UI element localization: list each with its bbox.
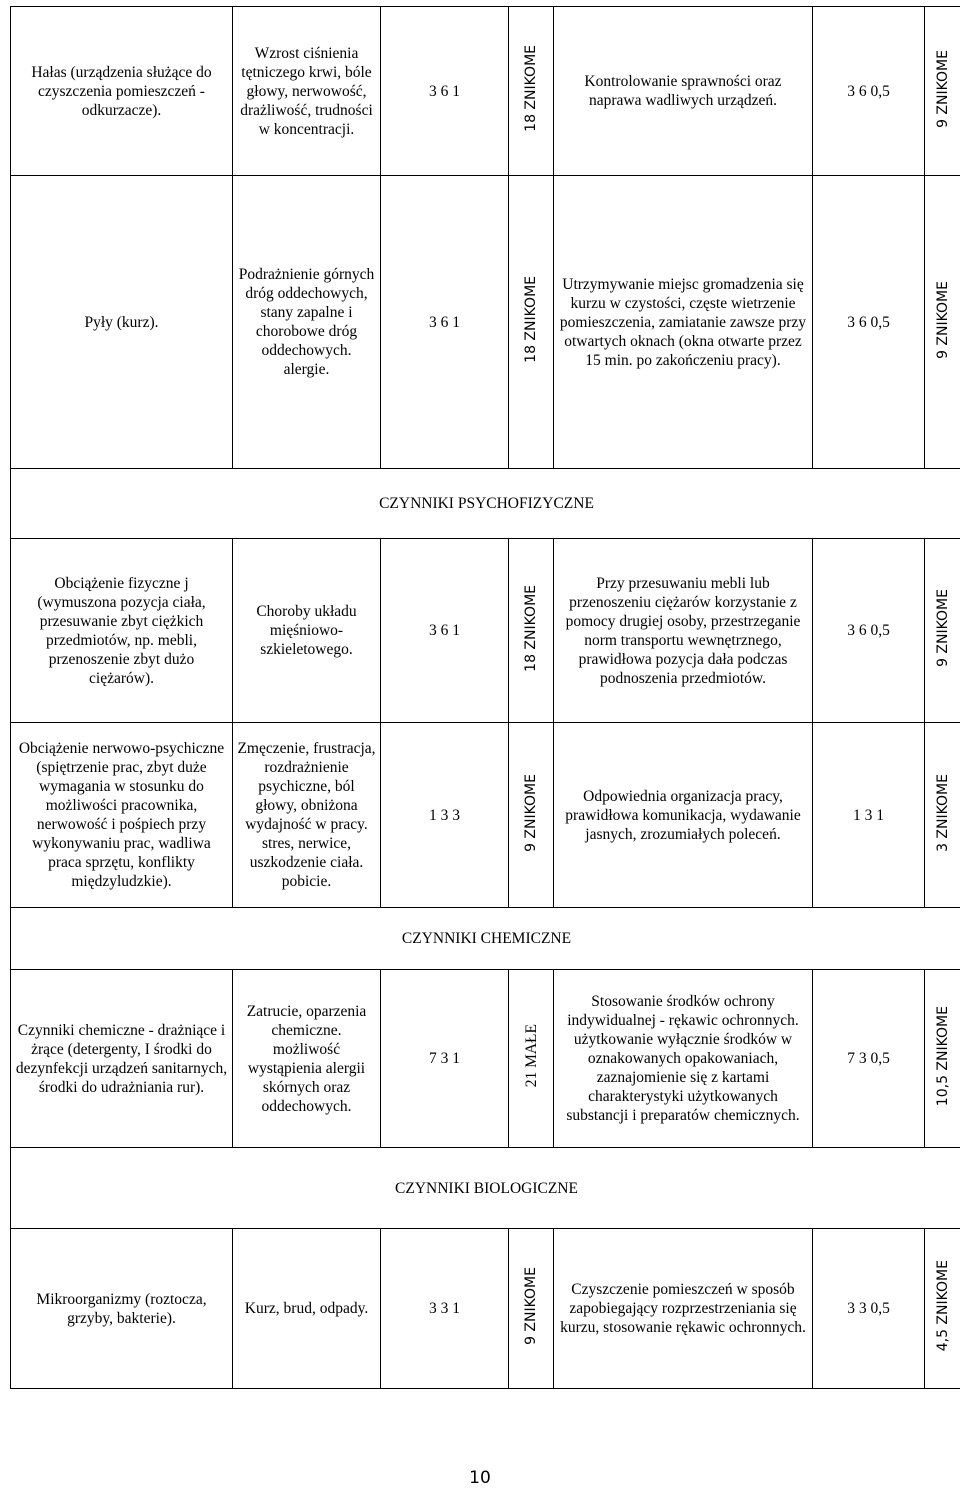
- health-effects: Kurz, brud, odpady.: [233, 1229, 381, 1389]
- initial-risk-params: 3 6 1: [381, 176, 509, 469]
- initial-risk-rating: 9 ZNIKOME: [522, 773, 539, 852]
- residual-risk-rating-cell: [925, 1229, 960, 1389]
- health-effects: Choroby układu mięśniowo-szkieletowego.: [233, 539, 381, 723]
- residual-risk-rating: 9 ZNIKOME: [935, 49, 951, 128]
- initial-risk-params: 3 6 1: [381, 539, 509, 723]
- initial-risk-rating-cell: [509, 539, 554, 723]
- residual-risk-params: 3 6 0,5: [813, 539, 925, 723]
- initial-risk-params: 1 3 3: [381, 723, 509, 908]
- residual-risk-rating: 4,5 ZNIKOME: [935, 1260, 951, 1352]
- hazard-factor: Pyły (kurz).: [11, 176, 233, 469]
- initial-risk-rating: 21 MAŁE: [522, 1024, 540, 1088]
- residual-risk-params: 1 3 1: [813, 723, 925, 908]
- hazard-factor: Obciążenie nerwowo-psychiczne (spiętrzenie prac, zbyt duże wymagania w stosunku do możliwości pracownika, nerwowość i pośpiech przy wykonywaniu prac, wadliwa praca sprzętu, konflikty międzyludzkie).: [11, 723, 233, 908]
- initial-risk-rating-cell: [509, 1229, 554, 1389]
- section-header-row: [11, 469, 960, 539]
- section-title-biological: CZYNNIKI BIOLOGICZNE: [11, 1148, 960, 1229]
- risk-assessment-table: [10, 6, 960, 1389]
- health-effects: Zmęczenie, frustracja, rozdrażnienie psychiczne, ból głowy, obniżona wydajność w pracy. stres, nerwice, uszkodzenie ciała. pobicie.: [233, 723, 381, 908]
- table-row: [11, 723, 960, 908]
- residual-risk-rating: 9 ZNIKOME: [935, 280, 951, 359]
- section-header-row: [11, 908, 960, 970]
- residual-risk-rating-cell: [925, 176, 960, 469]
- residual-risk-params: 3 3 0,5: [813, 1229, 925, 1389]
- health-effects: Podrażnienie górnych dróg oddechowych, stany zapalne i chorobowe dróg oddechowych. alergie.: [233, 176, 381, 469]
- hazard-factor: Mikroorganizmy (roztocza, grzyby, bakterie).: [11, 1229, 233, 1389]
- hazard-factor: Czynniki chemiczne - drażniące i żrące (detergenty, I środki do dezynfekcji urządzeń sanitarnych, środki do udrażniania rur).: [11, 970, 233, 1148]
- health-effects: Wzrost ciśnienia tętniczego krwi, bóle głowy, nerwowość, drażliwość, trudności w koncentracji.: [233, 7, 381, 176]
- residual-risk-rating-cell: [925, 539, 960, 723]
- initial-risk-params: 7 3 1: [381, 970, 509, 1148]
- residual-risk-rating: 10,5 ZNIKOME: [935, 1005, 951, 1107]
- table-row: [11, 1229, 960, 1389]
- table-row: [11, 539, 960, 723]
- initial-risk-rating-cell: [509, 970, 554, 1148]
- table-row: [11, 7, 960, 176]
- initial-risk-rating: 18 ZNIKOME: [522, 45, 539, 132]
- preventive-measures: Czyszczenie pomieszczeń w sposób zapobiegający rozprzestrzeniania się kurzu, stosowanie rękawic ochronnych.: [554, 1229, 813, 1389]
- initial-risk-rating-cell: [509, 7, 554, 176]
- residual-risk-rating: 9 ZNIKOME: [935, 589, 951, 667]
- table-row: [11, 176, 960, 469]
- residual-risk-params: 3 6 0,5: [813, 7, 925, 176]
- initial-risk-rating: 9 ZNIKOME: [522, 1267, 539, 1345]
- table-row: [11, 970, 960, 1148]
- initial-risk-rating-cell: [509, 176, 554, 469]
- hazard-factor: Hałas (urządzenia służące do czyszczenia pomieszczeń - odkurzacze).: [11, 7, 233, 176]
- section-title-chemical: CZYNNIKI CHEMICZNE: [11, 908, 960, 970]
- initial-risk-rating: 18 ZNIKOME: [522, 276, 539, 363]
- residual-risk-params: 3 6 0,5: [813, 176, 925, 469]
- preventive-measures: Odpowiednia organizacja pracy, prawidłowa komunikacja, wydawanie jasnych, zrozumiałych poleceń.: [554, 723, 813, 908]
- page-number: 10: [469, 1468, 491, 1488]
- initial-risk-params: 3 6 1: [381, 7, 509, 176]
- health-effects: Zatrucie, oparzenia chemiczne. możliwość wystąpienia alergii skórnych oraz oddechowych.: [233, 970, 381, 1148]
- initial-risk-rating-cell: [509, 723, 554, 908]
- residual-risk-rating-cell: [925, 7, 960, 176]
- preventive-measures: Utrzymywanie miejsc gromadzenia się kurzu w czystości, częste wietrzenie pomieszczenia, zamiatanie zawsze przy otwartych oknach (okna otwarte przez 15 min. po zakończeniu pracy).: [554, 176, 813, 469]
- preventive-measures: Stosowanie środków ochrony indywidualnej - rękawic ochronnych. użytkowanie wyłącznie środków w oznakowanych opakowaniach, zaznajomienie się z kartami charakterystyki użytkowanych substancji i preparatów chemicznych.: [554, 970, 813, 1148]
- residual-risk-rating-cell: [925, 723, 960, 908]
- preventive-measures: Przy przesuwaniu mebli lub przenoszeniu ciężarów korzystanie z pomocy drugiej osoby, przestrzeganie norm transportu wewnętrznego, prawidłowa pozycja dała podczas podnoszenia przedmiotów.: [554, 539, 813, 723]
- initial-risk-params: 3 3 1: [381, 1229, 509, 1389]
- hazard-factor: Obciążenie fizyczne j (wymuszona pozycja ciała, przesuwanie zbyt ciężkich przedmiotów, np. mebli, przenoszenie zbyt dużo ciężarów).: [11, 539, 233, 723]
- section-title-psychophysical: CZYNNIKI PSYCHOFIZYCZNE: [11, 469, 960, 539]
- section-header-row: [11, 1148, 960, 1229]
- residual-risk-rating-cell: [925, 970, 960, 1148]
- residual-risk-params: 7 3 0,5: [813, 970, 925, 1148]
- initial-risk-rating: 18 ZNIKOME: [522, 584, 539, 672]
- preventive-measures: Kontrolowanie sprawności oraz naprawa wadliwych urządzeń.: [554, 7, 813, 176]
- residual-risk-rating: 3 ZNIKOME: [935, 773, 951, 852]
